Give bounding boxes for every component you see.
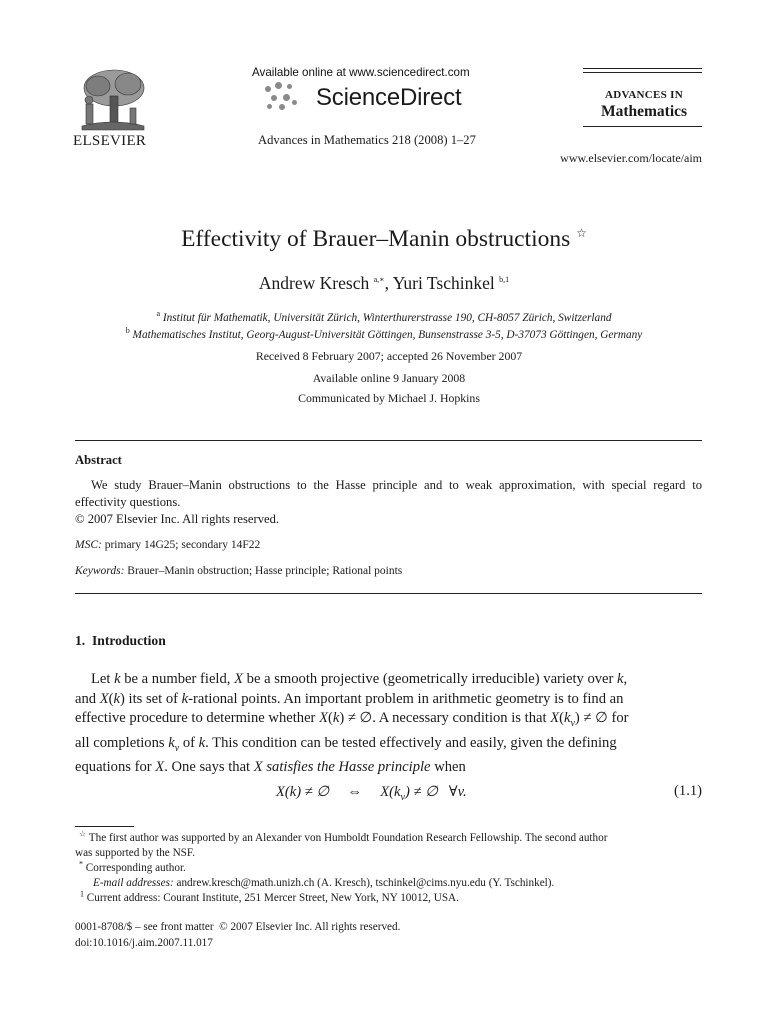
keywords-line xyxy=(75,565,402,577)
online-date: Available online 9 January 2008 xyxy=(312,371,466,385)
abstract-bottom-rule xyxy=(75,593,702,594)
affiliation-b xyxy=(0,326,768,341)
author-1-mark: a,∗ xyxy=(373,275,385,285)
footnote-2: * Corresponding author. xyxy=(79,859,186,874)
footnote-1-mark: ☆ xyxy=(79,829,87,839)
elsevier-tree-logo xyxy=(72,66,152,132)
title-footnote-mark: ☆ xyxy=(576,226,587,241)
author-1-name: Andrew Kresch xyxy=(258,273,370,293)
abstract-copyright: © 2007 Elsevier Inc. All rights reserved. xyxy=(75,512,280,526)
msc-line xyxy=(75,539,260,551)
received-dates: Received 8 February 2007; accepted 26 November 2007 xyxy=(255,349,523,363)
sciencedirect-dots-icon xyxy=(265,82,313,112)
doi-line[interactable]: doi:10.1016/j.aim.2007.11.017 xyxy=(75,937,213,949)
keywords-text: Brauer–Manin obstruction; Hasse principle; Rational points xyxy=(127,565,403,577)
author-separator: , xyxy=(384,273,393,293)
msc-text: primary 14G25; secondary 14F22 xyxy=(104,539,261,551)
journal-rule-top xyxy=(583,68,702,69)
footnote-emails xyxy=(93,876,554,891)
intro-line-4: all completions $k_v$ of k. This condition can be tested effectively and easily, given the defining xyxy=(75,734,617,754)
msc-label: MSC: xyxy=(75,539,102,551)
abstract-text xyxy=(75,477,702,510)
intro-line-3: effective procedure to determine whether X(k) ≠ ∅. A necessary condition is that $X(k_v)$ ≠ ∅ for xyxy=(75,710,629,730)
affiliation-a xyxy=(0,309,768,324)
email-addresses[interactable]: andrew.kresch@math.unizh.ch (A. Kresch), tschinkel@cims.nyu.edu (Y. Tschinkel). xyxy=(176,877,555,889)
intro-line-1: Let k be a number field, X be a smooth projective (geometrically irreducible) variety over k, xyxy=(91,671,628,687)
intro-line-2: and X(k) its set of k-rational points. An important problem in arithmetic geometry is to find an xyxy=(75,690,624,707)
keywords-label: Keywords: xyxy=(75,565,125,577)
communicated-by: Communicated by Michael J. Hopkins xyxy=(298,391,480,405)
available-online-text[interactable]: Available online at www.sciencedirect.com xyxy=(252,66,470,79)
author-2-name: Yuri Tschinkel xyxy=(392,273,495,293)
equation-1-1: X(k) ≠ ∅ ⇔ $X(k_v)$ ≠ ∅ ∀v. xyxy=(276,784,467,803)
paper-title-row xyxy=(0,226,768,253)
author-2-mark: b,1 xyxy=(499,275,510,285)
journal-name-line1: ADVANCES IN xyxy=(605,89,683,101)
equation-left: X(k) ≠ ∅ xyxy=(276,784,330,800)
footnote-1: ☆ The first author was supported by an Alexander von Humboldt Foundation Research Fellowship. The second author was supported by the NSF. xyxy=(75,829,608,859)
email-label: E-mail addresses: xyxy=(93,877,174,889)
equation-right: X(k xyxy=(380,784,401,800)
publisher-name: ELSEVIER xyxy=(73,133,147,149)
footnote-2-mark: * xyxy=(79,859,83,869)
equation-number: (1.1) xyxy=(674,783,702,799)
abstract-heading: Abstract xyxy=(75,453,122,467)
footnote-3-mark: 1 xyxy=(80,889,84,899)
journal-rule-bottom xyxy=(583,126,702,127)
footnote-rule xyxy=(75,826,134,827)
section-heading: 1. Introduction xyxy=(75,633,166,648)
issn-line: 0001-8708/$ – see front matter © 2007 Elsevier Inc. All rights reserved. xyxy=(75,921,401,933)
equation-right-tail: ) ≠ ∅ ∀v. xyxy=(404,784,467,800)
affiliation-a-mark: a xyxy=(156,309,161,319)
paper-title: Effectivity of Brauer–Manin obstructions xyxy=(181,226,571,252)
intro-paragraph xyxy=(75,670,702,778)
intro-line-5: equations for X. One says that X satisfies the Hasse principle when xyxy=(75,759,466,776)
author-line xyxy=(0,273,768,294)
affiliation-a-text: Institut für Mathematik, Universität Zürich, Winterthurerstrasse 190, CH-8057 Zürich, Switzerland xyxy=(162,312,612,324)
affiliation-b-text: Mathematisches Institut, Georg-August-Universität Göttingen, Bunsenstrasse 3-5, D-37073 Göttingen, Germany xyxy=(132,329,643,341)
journal-rule-top-2 xyxy=(583,72,702,73)
sciencedirect-brand: ScienceDirect xyxy=(316,84,462,111)
journal-citation: Advances in Mathematics 218 (2008) 1–27 xyxy=(258,133,476,147)
footnote-3: $^1$ Current address: Courant Institute, 251 Mercer Street, New York, NY 10012, USA. xyxy=(80,889,459,904)
abstract-top-rule xyxy=(75,440,702,441)
journal-name-line2: Mathematics xyxy=(600,103,688,120)
abstract-body: We study Brauer–Manin obstructions to the Hasse principle and to weak approximation, with special regard to effectivity questions. xyxy=(75,478,702,509)
affiliation-b-mark: b xyxy=(125,326,130,336)
journal-url[interactable]: www.elsevier.com/locate/aim xyxy=(560,151,702,165)
equation-arrow: ⇔ xyxy=(347,784,362,800)
